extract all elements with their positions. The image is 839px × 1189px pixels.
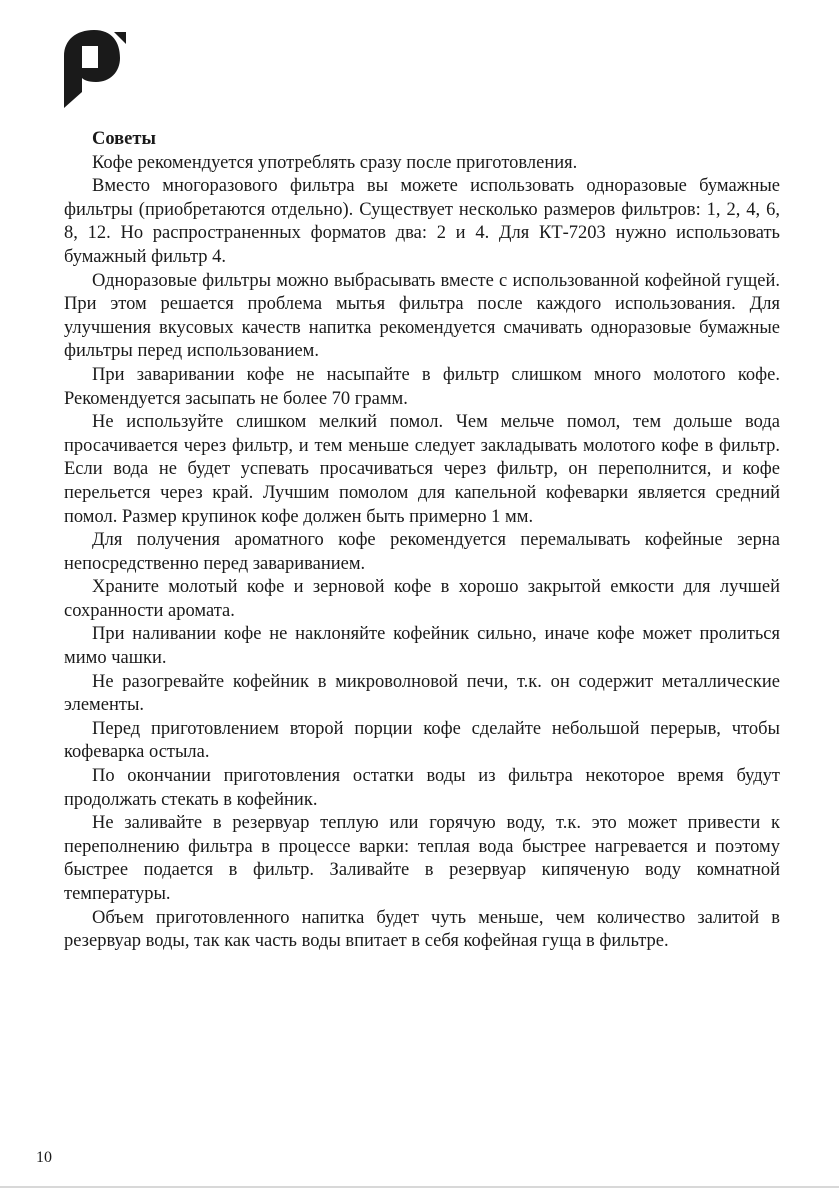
brand-p-logo-icon xyxy=(62,28,128,108)
paragraph: Перед приготовлением второй порции кофе сделайте небольшой перерыв, чтобы кофеварка остыла. xyxy=(64,718,780,763)
section-heading: Советы xyxy=(92,129,156,149)
document-body xyxy=(64,128,780,954)
paragraph: Кофе рекомендуется употреблять сразу после приготовления. xyxy=(92,152,578,173)
paragraph: Не заливайте в резервуар теплую или горячую воду, т.к. это может привести к переполнению фильтра в процессе варки: теплая вода быстрее нагревается и поэтому быстрее подается в фильтр. Заливайте в резервуар кипяченую воду комнатной температуры. xyxy=(64,813,780,904)
paragraph: Одноразовые фильтры можно выбрасывать вместе с использованной кофейной гущей. При этом решается проблема мытья фильтра после каждого использования. Для улучшения вкусовых качеств напитка рекомендуется смачивать одноразовые бумажные фильтры перед использованием. xyxy=(64,270,780,362)
paragraph: Объем приготовленного напитка будет чуть меньше, чем количество залитой в резервуар воды, так как часть воды впитает в себя кофейная гуща в фильтре. xyxy=(64,907,780,952)
paragraph: Для получения ароматного кофе рекомендуется перемалывать кофейные зерна непосредственно перед завариванием. xyxy=(64,530,780,574)
paragraph: Вместо многоразового фильтра вы можете использовать одноразовые бумажные фильтры (приобретаются отдельно). Существует несколько размеров фильтров: 1, 2, 4, 6, 8, 12. Но распространенных форматов два: 2 и 4. Для КТ-7203 нужно использовать бумажный фильтр 4. xyxy=(64,176,780,267)
paragraph: Не разогревайте кофейник в микроволновой печи, т.к. он содержит металлические элементы. xyxy=(64,671,780,716)
paragraph: По окончании приготовления остатки воды из фильтра некоторое время будут продолжать стекать в кофейник. xyxy=(64,766,780,810)
paragraph: Не используйте слишком мелкий помол. Чем мельче помол, тем дольше вода просачивается через фильтр, и тем меньше следует закладывать молотого кофе в фильтр. Если вода не будет успевать просачиваться через фильтр, он переполнится, и кофе перельется через край. Лучшим помолом для капельной кофеварки является средний помол. Размер крупинок кофе должен быть примерно 1 мм. xyxy=(64,412,780,527)
brand-logo xyxy=(62,28,128,108)
page-bottom-rule xyxy=(0,1186,839,1188)
page-number: 10 xyxy=(36,1149,52,1166)
paragraph: При наливании кофе не наклоняйте кофейник сильно, иначе кофе может пролиться мимо чашки. xyxy=(64,624,780,669)
paragraph: При заваривании кофе не насыпайте в фильтр слишком много молотого кофе. Рекомендуется засыпать не более 70 грамм. xyxy=(64,364,780,409)
paragraph: Храните молотый кофе и зерновой кофе в хорошо закрытой емкости для лучшей сохранности аромата. xyxy=(64,577,780,621)
